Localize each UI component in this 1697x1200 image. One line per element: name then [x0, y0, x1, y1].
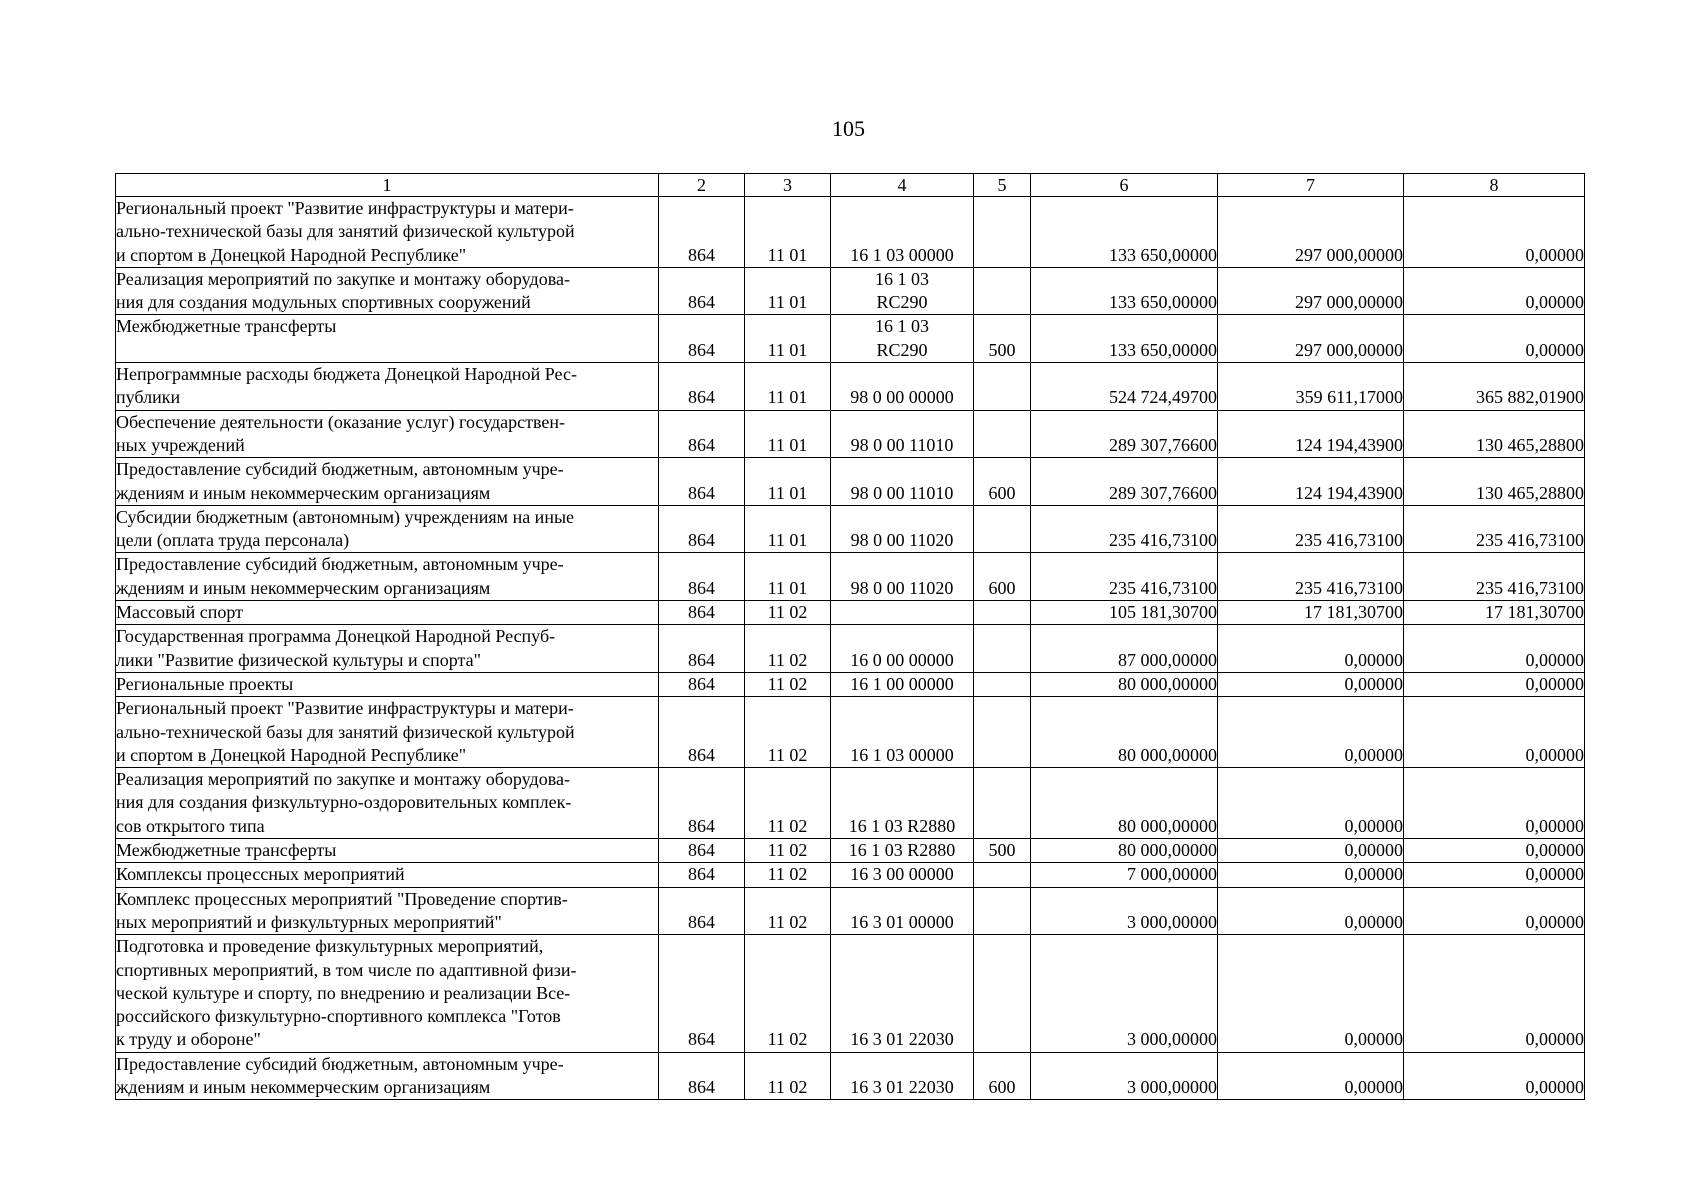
expense-name-cell: Непрограммные расходы бюджета Донецкой Народной Рес- публики — [116, 363, 659, 411]
amount-col8-cell: 0,00000 — [1404, 768, 1585, 839]
amount-col7-cell: 0,00000 — [1218, 672, 1404, 696]
amount-col8-cell: 0,00000 — [1404, 625, 1585, 673]
department-code-cell: 864 — [659, 267, 745, 315]
amount-col7-cell: 0,00000 — [1218, 768, 1404, 839]
expense-name-cell: Комплекс процессных мероприятий "Проведение спортив- ных мероприятий и физкультурных мероприятий" — [116, 887, 659, 935]
department-code-cell: 864 — [659, 601, 745, 625]
column-header: 5 — [974, 174, 1031, 197]
amount-col7-cell: 0,00000 — [1218, 625, 1404, 673]
section-code-cell: 11 02 — [745, 935, 831, 1052]
expense-type-cell — [974, 672, 1031, 696]
column-header: 1 — [116, 174, 659, 197]
table-row — [116, 197, 1585, 268]
amount-col6-cell: 235 416,73100 — [1031, 505, 1218, 553]
amount-col6-cell: 289 307,76600 — [1031, 458, 1218, 506]
department-code-cell: 864 — [659, 839, 745, 863]
amount-col7-cell: 0,00000 — [1218, 697, 1404, 768]
section-code-cell: 11 02 — [745, 887, 831, 935]
section-code-cell: 11 01 — [745, 458, 831, 506]
section-code-cell: 11 02 — [745, 672, 831, 696]
amount-col8-cell: 130 465,28800 — [1404, 458, 1585, 506]
amount-col7-cell: 235 416,73100 — [1218, 505, 1404, 553]
amount-col6-cell: 133 650,00000 — [1031, 267, 1218, 315]
table-row — [116, 768, 1585, 839]
column-header: 8 — [1404, 174, 1585, 197]
department-code-cell: 864 — [659, 197, 745, 268]
expense-type-cell — [974, 505, 1031, 553]
amount-col8-cell: 0,00000 — [1404, 697, 1585, 768]
section-code-cell: 11 01 — [745, 553, 831, 601]
department-code-cell: 864 — [659, 935, 745, 1052]
amount-col6-cell: 235 416,73100 — [1031, 553, 1218, 601]
amount-col6-cell: 80 000,00000 — [1031, 697, 1218, 768]
section-code-cell: 11 02 — [745, 697, 831, 768]
expense-name-cell: Предоставление субсидий бюджетным, автономным учре- ждениям и иным некоммерческим организациям — [116, 553, 659, 601]
expense-type-cell: 600 — [974, 553, 1031, 601]
table-row — [116, 458, 1585, 506]
amount-col6-cell: 7 000,00000 — [1031, 863, 1218, 887]
department-code-cell: 864 — [659, 697, 745, 768]
expense-name-cell: Предоставление субсидий бюджетным, автономным учре- ждениям и иным некоммерческим организациям — [116, 458, 659, 506]
amount-col7-cell: 124 194,43900 — [1218, 458, 1404, 506]
target-article-cell: 16 1 03 R2880 — [831, 768, 974, 839]
amount-col8-cell: 0,00000 — [1404, 887, 1585, 935]
amount-col7-cell: 0,00000 — [1218, 887, 1404, 935]
amount-col8-cell: 0,00000 — [1404, 935, 1585, 1052]
target-article-cell — [831, 601, 974, 625]
department-code-cell: 864 — [659, 410, 745, 458]
table-row — [116, 315, 1585, 363]
section-code-cell: 11 02 — [745, 863, 831, 887]
expense-type-cell — [974, 768, 1031, 839]
header-row — [116, 174, 1585, 197]
target-article-cell: 16 3 00 00000 — [831, 863, 974, 887]
table-row — [116, 553, 1585, 601]
target-article-cell: 98 0 00 00000 — [831, 363, 974, 411]
department-code-cell: 864 — [659, 315, 745, 363]
table-row — [116, 863, 1585, 887]
expense-name-cell: Межбюджетные трансферты — [116, 315, 659, 363]
table-row — [116, 625, 1585, 673]
expense-name-cell: Реализация мероприятий по закупке и монтажу оборудова- ния для создания физкультурно-оздоровительных комплек- сов открытого типа — [116, 768, 659, 839]
target-article-cell: 98 0 00 11010 — [831, 458, 974, 506]
amount-col8-cell: 0,00000 — [1404, 267, 1585, 315]
section-code-cell: 11 02 — [745, 768, 831, 839]
section-code-cell: 11 01 — [745, 267, 831, 315]
expense-type-cell — [974, 697, 1031, 768]
expense-type-cell — [974, 863, 1031, 887]
expense-type-cell: 500 — [974, 839, 1031, 863]
department-code-cell: 864 — [659, 1052, 745, 1100]
table-row — [116, 505, 1585, 553]
expense-name-cell: Подготовка и проведение физкультурных мероприятий, спортивных мероприятий, в том числе по адаптивной физи- ческой культуре и спорту, по внедрению и реализации Все- российского физкультурно-спортивного комплекса "Готов к труду и обороне" — [116, 935, 659, 1052]
column-header: 7 — [1218, 174, 1404, 197]
expense-name-cell: Обеспечение деятельности (оказание услуг) государствен- ных учреждений — [116, 410, 659, 458]
amount-col7-cell: 359 611,17000 — [1218, 363, 1404, 411]
expense-name-cell: Региональный проект "Развитие инфраструктуры и матери- ально-технической базы для занятий физической культурой и спортом в Донецкой Народной Республике" — [116, 697, 659, 768]
department-code-cell: 864 — [659, 363, 745, 411]
amount-col7-cell: 297 000,00000 — [1218, 267, 1404, 315]
target-article-cell: 16 3 01 22030 — [831, 1052, 974, 1100]
amount-col7-cell: 235 416,73100 — [1218, 553, 1404, 601]
section-code-cell: 11 01 — [745, 505, 831, 553]
department-code-cell: 864 — [659, 505, 745, 553]
table-row — [116, 839, 1585, 863]
section-code-cell: 11 01 — [745, 315, 831, 363]
amount-col7-cell: 124 194,43900 — [1218, 410, 1404, 458]
amount-col7-cell: 0,00000 — [1218, 863, 1404, 887]
table-row — [116, 601, 1585, 625]
expense-type-cell — [974, 410, 1031, 458]
target-article-cell: 98 0 00 11020 — [831, 505, 974, 553]
department-code-cell: 864 — [659, 768, 745, 839]
expense-name-cell: Межбюджетные трансферты — [116, 839, 659, 863]
expense-name-cell: Региональный проект "Развитие инфраструктуры и матери- ально-технической базы для занятий физической культурой и спортом в Донецкой Народной Республике" — [116, 197, 659, 268]
amount-col8-cell: 235 416,73100 — [1404, 505, 1585, 553]
amount-col8-cell: 235 416,73100 — [1404, 553, 1585, 601]
amount-col6-cell: 524 724,49700 — [1031, 363, 1218, 411]
amount-col6-cell: 133 650,00000 — [1031, 315, 1218, 363]
budget-table — [115, 173, 1585, 1100]
amount-col7-cell: 0,00000 — [1218, 1052, 1404, 1100]
expense-type-cell — [974, 363, 1031, 411]
amount-col6-cell: 133 650,00000 — [1031, 197, 1218, 268]
department-code-cell: 864 — [659, 887, 745, 935]
expense-type-cell — [974, 267, 1031, 315]
expense-name-cell: Реализация мероприятий по закупке и монтажу оборудова- ния для создания модульных спортивных сооружений — [116, 267, 659, 315]
expense-type-cell: 500 — [974, 315, 1031, 363]
table-row — [116, 887, 1585, 935]
amount-col8-cell: 0,00000 — [1404, 839, 1585, 863]
expense-name-cell: Массовый спорт — [116, 601, 659, 625]
target-article-cell: 16 1 03 R2880 — [831, 839, 974, 863]
expense-type-cell — [974, 935, 1031, 1052]
expense-type-cell — [974, 601, 1031, 625]
table-row — [116, 935, 1585, 1052]
target-article-cell: 16 1 03 RC290 — [831, 267, 974, 315]
department-code-cell: 864 — [659, 458, 745, 506]
amount-col8-cell: 0,00000 — [1404, 197, 1585, 268]
table-body — [116, 197, 1585, 1100]
amount-col6-cell: 289 307,76600 — [1031, 410, 1218, 458]
amount-col6-cell: 80 000,00000 — [1031, 672, 1218, 696]
section-code-cell: 11 02 — [745, 1052, 831, 1100]
amount-col6-cell: 80 000,00000 — [1031, 839, 1218, 863]
table-row — [116, 410, 1585, 458]
department-code-cell: 864 — [659, 863, 745, 887]
column-header: 6 — [1031, 174, 1218, 197]
target-article-cell: 98 0 00 11020 — [831, 553, 974, 601]
table-row — [116, 672, 1585, 696]
amount-col6-cell: 3 000,00000 — [1031, 935, 1218, 1052]
amount-col7-cell: 297 000,00000 — [1218, 197, 1404, 268]
expense-type-cell — [974, 625, 1031, 673]
target-article-cell: 16 1 00 00000 — [831, 672, 974, 696]
amount-col7-cell: 17 181,30700 — [1218, 601, 1404, 625]
expense-name-cell: Субсидии бюджетным (автономным) учреждениям на иные цели (оплата труда персонала) — [116, 505, 659, 553]
target-article-cell: 16 1 03 00000 — [831, 697, 974, 768]
expense-name-cell: Государственная программа Донецкой Народной Респуб- лики "Развитие физической культуры и спорта" — [116, 625, 659, 673]
amount-col8-cell: 365 882,01900 — [1404, 363, 1585, 411]
target-article-cell: 16 3 01 22030 — [831, 935, 974, 1052]
amount-col6-cell: 105 181,30700 — [1031, 601, 1218, 625]
target-article-cell: 16 0 00 00000 — [831, 625, 974, 673]
table-row — [116, 363, 1585, 411]
amount-col6-cell: 80 000,00000 — [1031, 768, 1218, 839]
amount-col7-cell: 0,00000 — [1218, 935, 1404, 1052]
page-number: 105 — [832, 116, 865, 141]
department-code-cell: 864 — [659, 553, 745, 601]
expense-name-cell: Региональные проекты — [116, 672, 659, 696]
amount-col8-cell: 0,00000 — [1404, 863, 1585, 887]
amount-col6-cell: 3 000,00000 — [1031, 1052, 1218, 1100]
expense-name-cell: Комплексы процессных мероприятий — [116, 863, 659, 887]
column-header: 2 — [659, 174, 745, 197]
expense-type-cell — [974, 197, 1031, 268]
target-article-cell: 16 1 03 00000 — [831, 197, 974, 268]
section-code-cell: 11 02 — [745, 625, 831, 673]
amount-col8-cell: 17 181,30700 — [1404, 601, 1585, 625]
section-code-cell: 11 02 — [745, 601, 831, 625]
department-code-cell: 864 — [659, 672, 745, 696]
column-header: 4 — [831, 174, 974, 197]
department-code-cell: 864 — [659, 625, 745, 673]
table-row — [116, 697, 1585, 768]
section-code-cell: 11 01 — [745, 410, 831, 458]
column-header: 3 — [745, 174, 831, 197]
target-article-cell: 98 0 00 11010 — [831, 410, 974, 458]
target-article-cell: 16 1 03 RC290 — [831, 315, 974, 363]
amount-col6-cell: 87 000,00000 — [1031, 625, 1218, 673]
expense-type-cell: 600 — [974, 458, 1031, 506]
amount-col6-cell: 3 000,00000 — [1031, 887, 1218, 935]
section-code-cell: 11 01 — [745, 363, 831, 411]
amount-col8-cell: 130 465,28800 — [1404, 410, 1585, 458]
expense-name-cell: Предоставление субсидий бюджетным, автономным учре- ждениям и иным некоммерческим организациям — [116, 1052, 659, 1100]
table-row — [116, 1052, 1585, 1100]
table-row — [116, 267, 1585, 315]
amount-col8-cell: 0,00000 — [1404, 672, 1585, 696]
expense-type-cell: 600 — [974, 1052, 1031, 1100]
section-code-cell: 11 01 — [745, 197, 831, 268]
amount-col7-cell: 0,00000 — [1218, 839, 1404, 863]
expense-type-cell — [974, 887, 1031, 935]
amount-col7-cell: 297 000,00000 — [1218, 315, 1404, 363]
amount-col8-cell: 0,00000 — [1404, 1052, 1585, 1100]
section-code-cell: 11 02 — [745, 839, 831, 863]
target-article-cell: 16 3 01 00000 — [831, 887, 974, 935]
amount-col8-cell: 0,00000 — [1404, 315, 1585, 363]
